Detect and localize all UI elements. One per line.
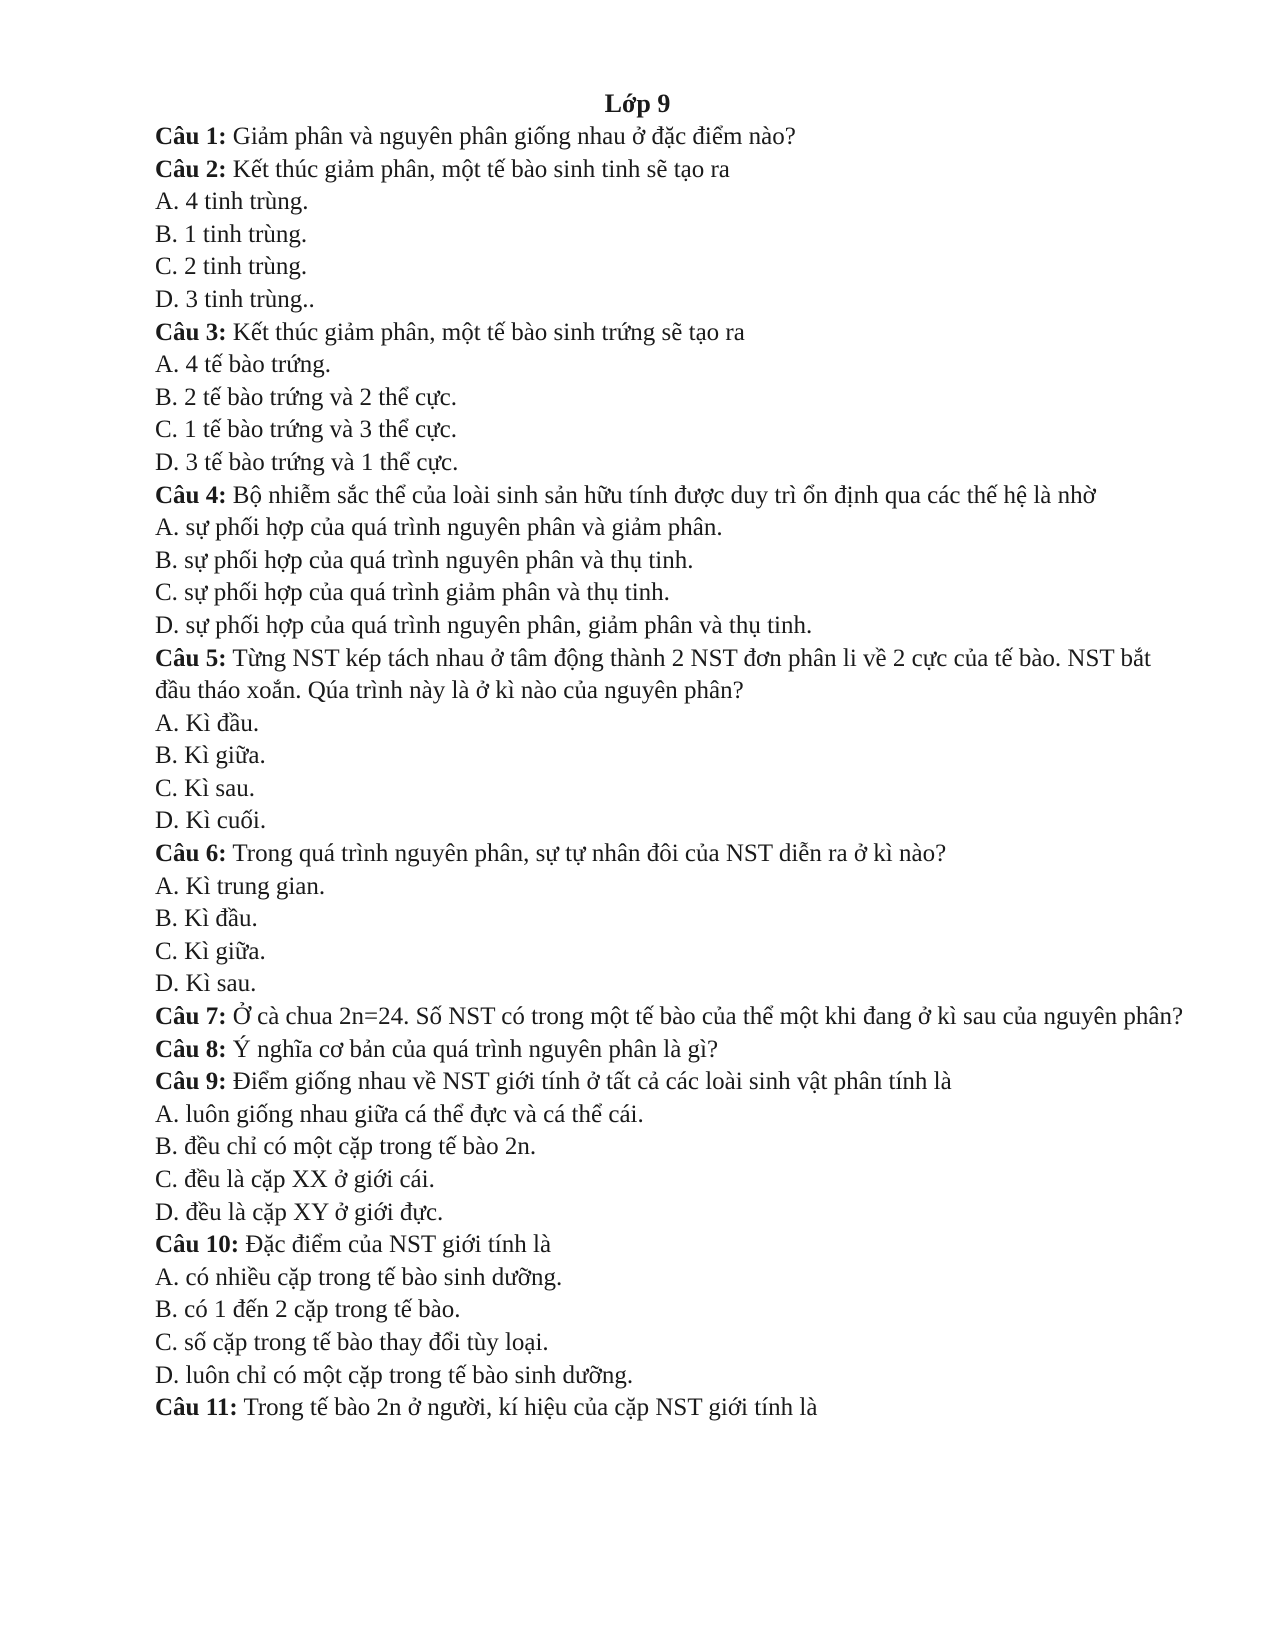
question-number: Câu 6: — [155, 840, 227, 868]
question-text: Trong tế bào 2n ở người, kí hiệu của cặp NST giới tính là — [237, 1394, 818, 1422]
question-list — [155, 121, 1185, 1425]
answer-option — [155, 545, 1185, 578]
option-text: D. sự phối hợp của quá trình nguyên phân, giảm phân và thụ tinh. — [155, 611, 813, 639]
answer-option — [155, 968, 1185, 1001]
option-text: D. Kì cuối. — [155, 807, 267, 835]
option-text: B. 2 tế bào trứng và 2 thể cực. — [155, 383, 458, 411]
question-line — [155, 643, 1185, 708]
option-text: B. 1 tinh trùng. — [155, 220, 308, 248]
option-text: C. Kì sau. — [155, 774, 255, 802]
question-line — [155, 1392, 1185, 1425]
question-text: Đặc điểm của NST giới tính là — [239, 1231, 552, 1259]
option-text: C. đều là cặp XX ở giới cái. — [155, 1166, 435, 1193]
answer-option — [155, 284, 1185, 317]
answer-option — [155, 1327, 1185, 1360]
option-text: A. Kì đầu. — [155, 709, 260, 737]
answer-option — [155, 1197, 1185, 1230]
option-text: A. 4 tinh trùng. — [155, 188, 309, 216]
option-text: D. đều là cặp XY ở giới đực. — [155, 1198, 444, 1226]
question-text: Ở cà chua 2n=24. Số NST có trong một tế bào của thể một khi đang ở kì sau của nguyên phân? — [226, 1003, 1184, 1031]
option-text: B. Kì giữa. — [155, 742, 266, 770]
option-text: A. luôn giống nhau giữa cá thể đực và cá thể cái. — [155, 1100, 644, 1128]
option-text: D. 3 tế bào trứng và 1 thể cực. — [155, 448, 459, 476]
question-number: Câu 9: — [155, 1068, 227, 1096]
answer-option — [155, 903, 1185, 936]
question-text: Bộ nhiễm sắc thể của loài sinh sản hữu tính được duy trì ổn định qua các thế hệ là nhờ — [226, 481, 1096, 509]
question-number: Câu 2: — [155, 155, 227, 183]
answer-option — [155, 871, 1185, 904]
question-number: Câu 10: — [155, 1231, 240, 1259]
answer-option — [155, 805, 1185, 838]
option-text: A. có nhiều cặp trong tế bào sinh dưỡng. — [155, 1263, 563, 1291]
answer-option — [155, 186, 1185, 219]
question-number: Câu 11: — [155, 1394, 238, 1422]
answer-option — [155, 740, 1185, 773]
option-text: D. 3 tinh trùng.. — [155, 285, 315, 313]
question-text: Điểm giống nhau về NST giới tính ở tất cả các loài sinh vật phân tính là — [226, 1068, 952, 1096]
question-number: Câu 8: — [155, 1035, 227, 1063]
question-line — [155, 1001, 1185, 1034]
answer-option — [155, 512, 1185, 545]
question-text: Kết thúc giảm phân, một tế bào sinh tinh sẽ tạo ra — [226, 155, 730, 183]
option-text: D. Kì sau. — [155, 970, 257, 998]
answer-option — [155, 1164, 1185, 1197]
option-text: D. luôn chỉ có một cặp trong tế bào sinh dưỡng. — [155, 1361, 634, 1389]
answer-option — [155, 1099, 1185, 1132]
answer-option — [155, 1262, 1185, 1295]
option-text: C. Kì giữa. — [155, 937, 266, 965]
answer-option — [155, 936, 1185, 969]
option-text: C. 1 tế bào trứng và 3 thể cực. — [155, 416, 458, 444]
question-number: Câu 7: — [155, 1003, 227, 1031]
question-line — [155, 317, 1185, 350]
question-line — [155, 838, 1185, 871]
question-line — [155, 154, 1185, 187]
answer-option — [155, 1131, 1185, 1164]
answer-option — [155, 219, 1185, 252]
question-line — [155, 1034, 1185, 1067]
answer-option — [155, 382, 1185, 415]
answer-option — [155, 610, 1185, 643]
question-line — [155, 1066, 1185, 1099]
question-text: Kết thúc giảm phân, một tế bào sinh trứng sẽ tạo ra — [226, 318, 745, 346]
question-line — [155, 121, 1185, 154]
answer-option — [155, 773, 1185, 806]
question-line — [155, 480, 1185, 513]
answer-option — [155, 577, 1185, 610]
option-text: A. sự phối hợp của quá trình nguyên phân và giảm phân. — [155, 514, 723, 542]
question-number: Câu 5: — [155, 644, 227, 672]
question-number: Câu 1: — [155, 123, 227, 150]
answer-option — [155, 251, 1185, 284]
question-text: Trong quá trình nguyên phân, sự tự nhân đôi của NST diễn ra ở kì nào? — [226, 840, 947, 868]
option-text: B. sự phối hợp của quá trình nguyên phân và thụ tinh. — [155, 546, 694, 574]
answer-option — [155, 447, 1185, 480]
option-text: C. số cặp trong tế bào thay đổi tùy loại. — [155, 1328, 549, 1356]
option-text: B. có 1 đến 2 cặp trong tế bào. — [155, 1296, 461, 1324]
document-title: Lớp 9 — [604, 89, 671, 118]
option-text: B. đều chỉ có một cặp trong tế bào 2n. — [155, 1133, 537, 1161]
answer-option — [155, 414, 1185, 447]
answer-option — [155, 349, 1185, 382]
option-text: C. 2 tinh trùng. — [155, 253, 308, 281]
option-text: C. sự phối hợp của quá trình giảm phân và thụ tinh. — [155, 579, 670, 607]
option-text: A. 4 tế bào trứng. — [155, 351, 332, 379]
question-number: Câu 4: — [155, 481, 227, 509]
answer-option — [155, 1294, 1185, 1327]
question-text: Giảm phân và nguyên phân giống nhau ở đặc điểm nào? — [226, 123, 796, 150]
answer-option — [155, 708, 1185, 741]
question-text: Từng NST kép tách nhau ở tâm động thành 2 NST đơn phân li về 2 cực của tế bào. NST bắt đầu tháo xoắn. Qúa trình này là ở kì nào của nguyên phân? — [155, 644, 1151, 705]
question-number: Câu 3: — [155, 318, 227, 346]
question-line — [155, 1229, 1185, 1262]
option-text: A. Kì trung gian. — [155, 872, 326, 900]
question-text: Ý nghĩa cơ bản của quá trình nguyên phân là gì? — [226, 1035, 719, 1063]
option-text: B. Kì đầu. — [155, 905, 258, 933]
answer-option — [155, 1360, 1185, 1393]
